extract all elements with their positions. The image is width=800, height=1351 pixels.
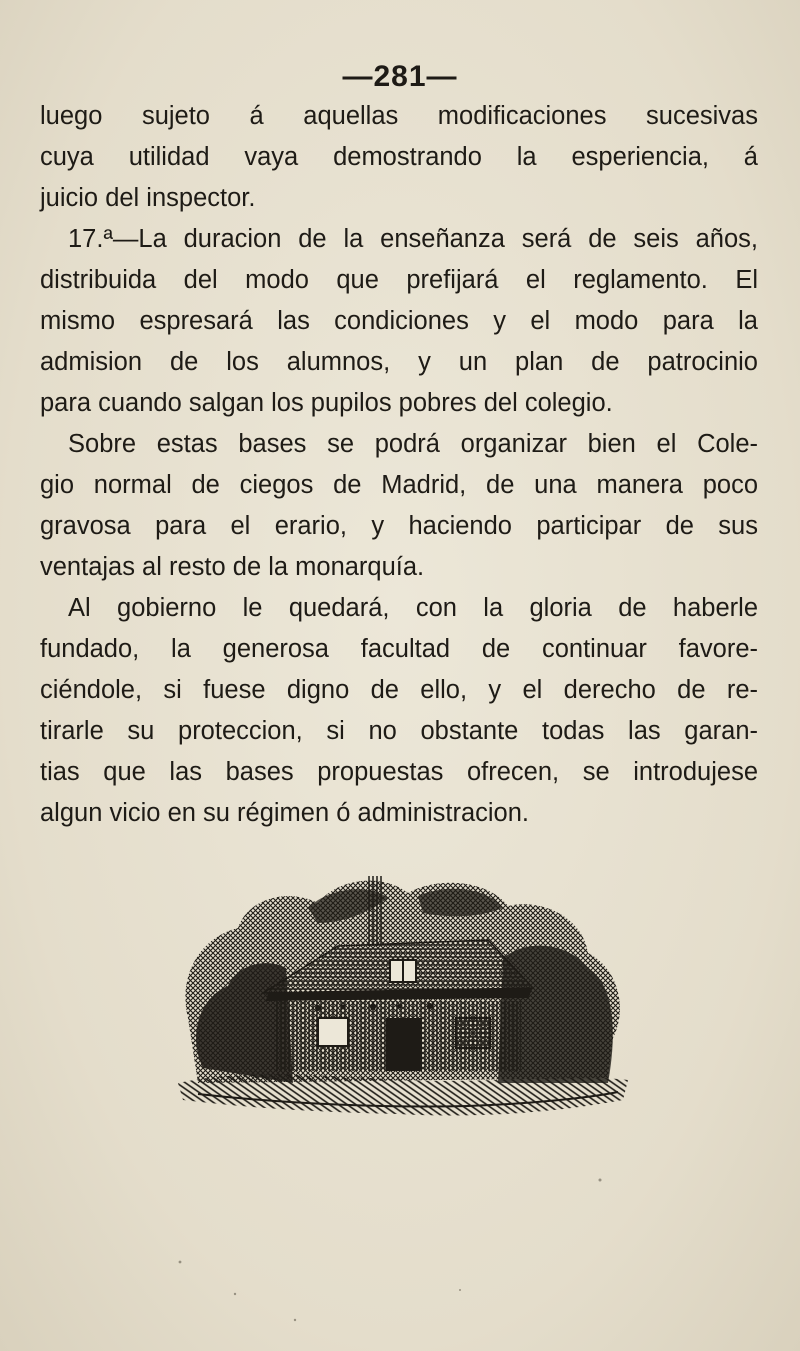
text-line: ventajas al resto de la monarquía.	[40, 553, 425, 581]
text-line: ciéndole, si fuese digno de ello, y el derecho de re-	[40, 676, 758, 704]
text-line: juicio del inspector.	[40, 184, 256, 212]
text-line: para cuando salgan los pupilos pobres del colegio.	[40, 389, 613, 417]
text-line: Sobre estas bases se podrá organizar bien el Cole-	[68, 430, 758, 458]
chimney-shape	[368, 876, 382, 946]
ground-hatching	[178, 1074, 628, 1115]
text-line: tirarle su proteccion, si no obstante todas las garan-	[40, 717, 758, 745]
text-line: fundado, la generosa facultad de continuar favore-	[40, 635, 758, 663]
body-text	[40, 96, 758, 834]
text-line: admision de los alumnos, y un plan de patrocinio	[40, 348, 758, 376]
cottage-engraving-illustration	[168, 868, 638, 1124]
text-line: luego sujeto á aquellas modificaciones sucesivas	[40, 102, 758, 130]
text-line: gio normal de ciegos de Madrid, de una manera poco	[40, 471, 758, 499]
text-line: mismo espresará las condiciones y el modo para la	[40, 307, 758, 335]
text-line: algun vicio en su régimen ó administracion.	[40, 799, 530, 827]
text-line: Al gobierno le quedará, con la gloria de haberle	[68, 594, 758, 622]
text-line: gravosa para el erario, y haciendo participar de sus	[40, 512, 758, 540]
text-line: cuya utilidad vaya demostrando la esperiencia, á	[40, 143, 758, 171]
text-line: tias que las bases propuestas ofrecen, se introdujese	[40, 758, 758, 786]
text-line: distribuida del modo que prefijará el reglamento. El	[40, 266, 758, 294]
page-number: —281—	[342, 60, 458, 93]
text-line: 17.ª—La duracion de la enseñanza será de seis años,	[68, 225, 758, 253]
